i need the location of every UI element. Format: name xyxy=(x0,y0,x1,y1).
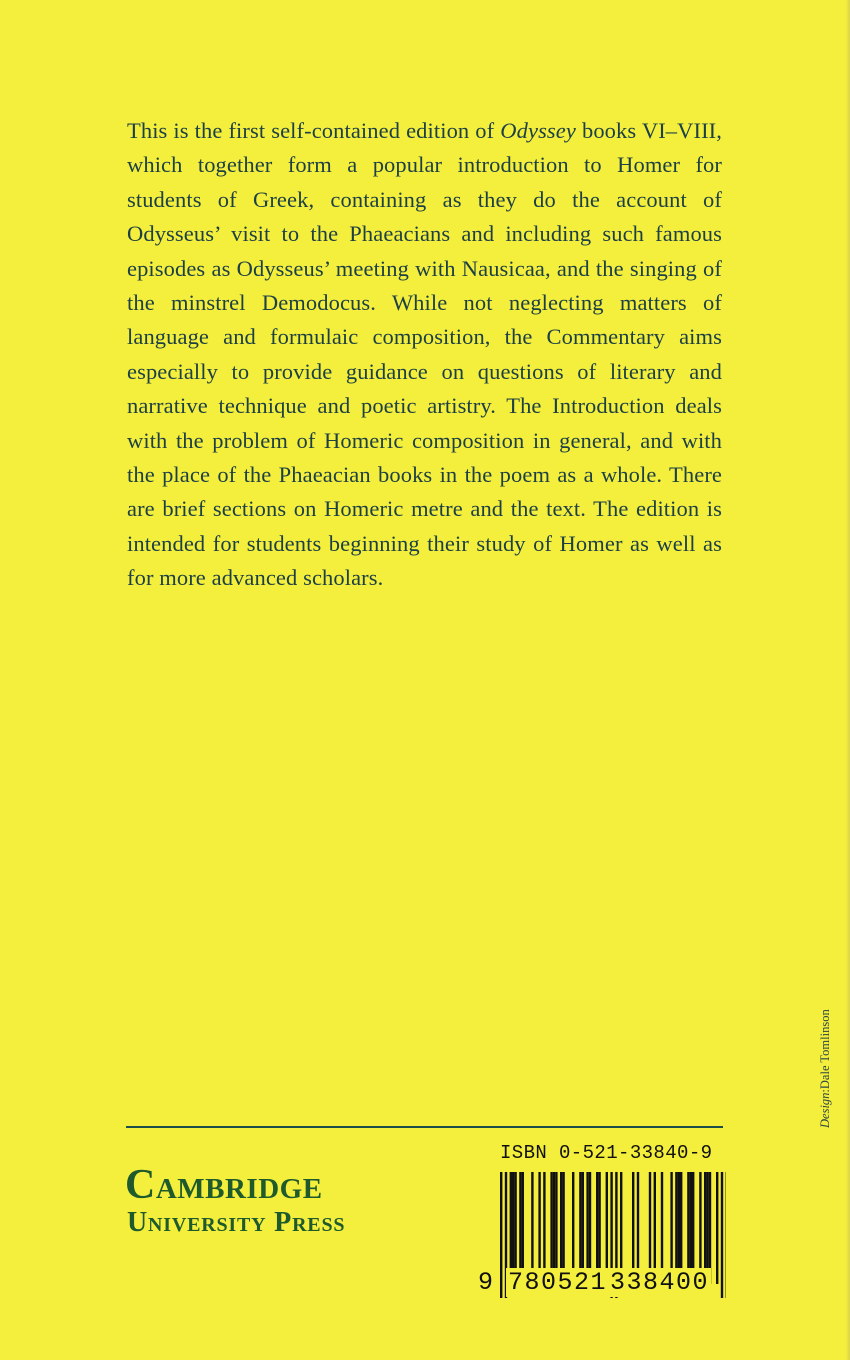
blurb-text-rest: books VI–VIII, which together form a popular introduction to Homer for students of Greek, containing as they do the account of Odysseus’ visit to the Phaeacians and including such famous episodes as Odysseus’ meeting with Nausicaa, and the singing of the minstrel Demodocus. While not neglecting matters of language and formulaic composition, the Commentary aims especially to provide guidance on questions of literary and narrative technique and poetic artistry. The Introduction deals with the problem of Homeric composition in general, and with the place of the Phaeacian books in the poem as a whole. There are brief sections on Homeric metre and the text. The edition is intended for students beginning their study of Homer as well as for more advanced scholars. xyxy=(127,118,722,591)
publisher-name-line2: University Press xyxy=(127,1207,346,1238)
barcode-guard-bar xyxy=(500,1172,502,1298)
barcode-digit-group-left: 780521 xyxy=(508,1268,608,1297)
publisher-name-line1: Cambridge xyxy=(125,1162,323,1208)
publisher-logo xyxy=(125,1162,345,1238)
barcode-bar xyxy=(716,1172,718,1284)
blurb-text-start: This is the first self-contained edition of xyxy=(127,118,501,143)
barcode-digit-group-right: 338400 xyxy=(610,1268,710,1297)
design-credit-separator: : xyxy=(818,1089,832,1093)
barcode-guard-bar xyxy=(721,1172,723,1298)
design-credit-name: Dale Tomlinson xyxy=(818,1009,832,1090)
isbn-number: ISBN 0-521-33840-9 xyxy=(500,1142,713,1164)
back-cover-blurb xyxy=(127,114,722,596)
barcode-lead-digit: 9 xyxy=(478,1268,494,1297)
page-edge-shadow xyxy=(846,0,850,1360)
divider-rule xyxy=(126,1126,723,1128)
design-credit-label: Design xyxy=(818,1092,832,1128)
design-credit xyxy=(818,1009,833,1128)
blurb-title-italic: Odyssey xyxy=(500,118,576,143)
